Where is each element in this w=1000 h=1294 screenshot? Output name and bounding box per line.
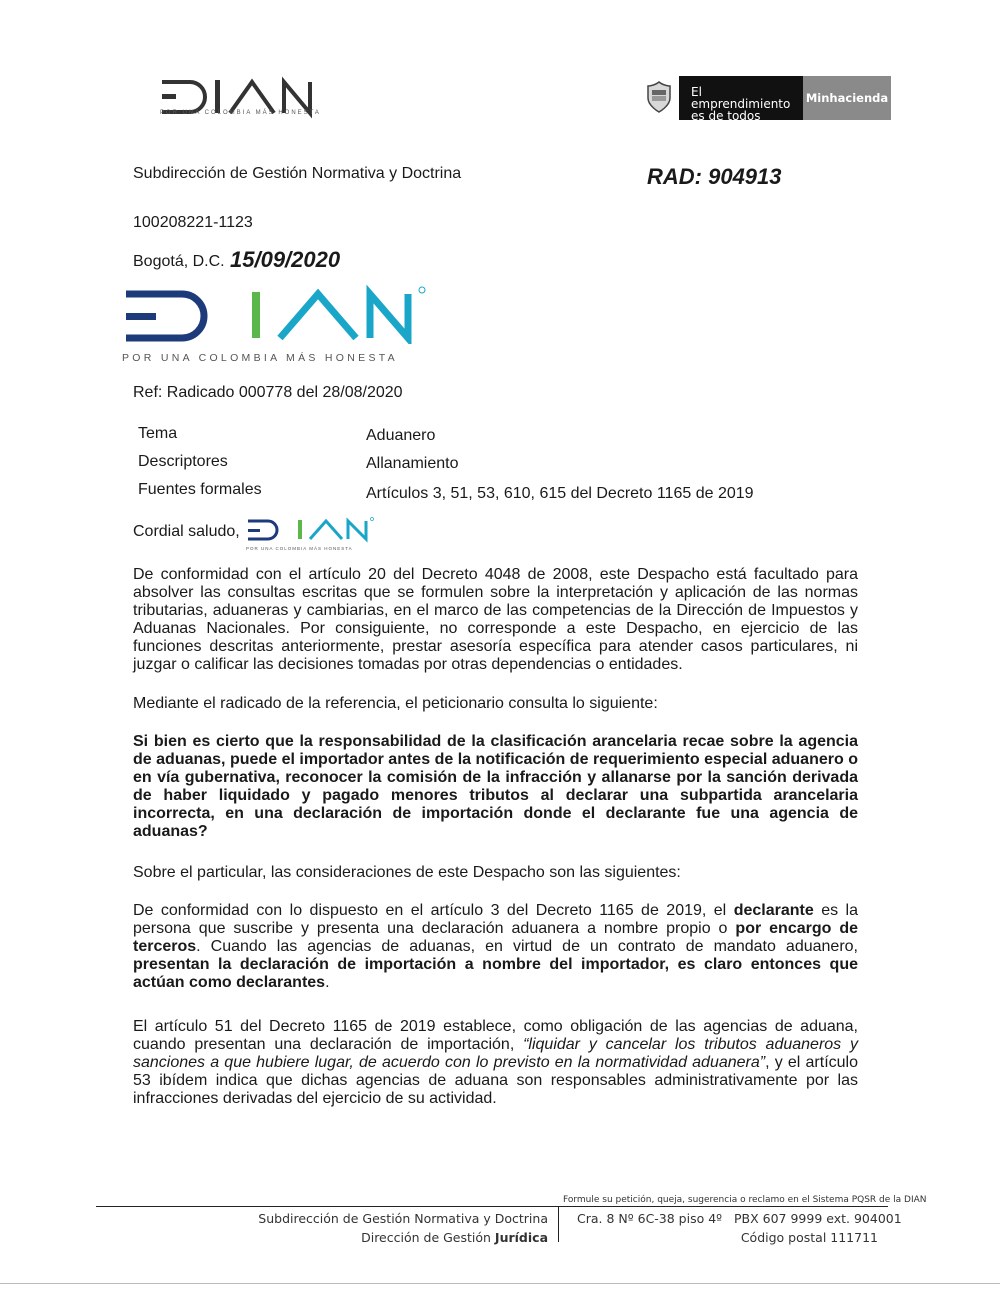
greeting-logo-tagline: POR UNA COLOMBIA MÁS HONESTA — [246, 546, 353, 551]
footer-direction-text: Dirección de Gestión — [361, 1230, 495, 1245]
paragraph-considerations-intro: Sobre el particular, las consideraciones de este Despacho son las siguientes: — [133, 864, 681, 881]
meta-value-descriptores: Allanamiento — [366, 455, 459, 472]
scan-bottom-line — [0, 1283, 1000, 1284]
meta-label-descriptores: Descriptores — [138, 453, 228, 470]
stamp-tagline: POR UNA COLOMBIA MÁS HONESTA — [122, 352, 398, 364]
header-dian-logo — [160, 74, 330, 126]
paragraph-consult-intro: Mediante el radicado de la referencia, el peticionario consulta lo siguiente: — [133, 695, 658, 712]
reference: Ref: Radicado 000778 del 28/08/2020 — [133, 384, 403, 401]
greeting: Cordial saludo, — [133, 523, 240, 540]
footer-office: Subdirección de Gestión Normativa y Doctrina — [258, 1211, 548, 1226]
p4-text-g: . — [325, 974, 330, 991]
greeting-dian-logo — [246, 516, 378, 544]
p5-text-a: El artículo 51 del Decreto 1165 de 2019 establece, como obligación de las agencias de aduana, cuando presentan una declaración de importación, — [133, 1018, 858, 1053]
footer-direction — [361, 1230, 548, 1245]
city: Bogotá, D.C. — [133, 253, 225, 270]
meta-value-fuentes: Artículos 3, 51, 53, 610, 615 del Decreto 1165 de 2019 — [366, 485, 754, 502]
rad-number: RAD: 904913 — [647, 164, 782, 189]
p4-text-c: es la persona que suscribe y presenta una declaración aduanera a nombre propio o — [133, 902, 859, 937]
letter-date: 15/09/2020 — [230, 247, 341, 272]
footer-postal: Código postal 111711 — [740, 1230, 878, 1245]
document-code: 100208221-1123 — [133, 214, 253, 231]
gov-banner-line1: El emprendimiento — [691, 85, 791, 111]
p4-bold-conclusion: presentan la declaración de importación a nombre del importador, es claro entonces que actúan como declarantes — [133, 956, 858, 991]
p4-bold-declarante: declarante — [733, 902, 814, 919]
footer-address: Cra. 8 Nº 6C-38 piso 4º PBX 607 9999 ext. 904001 — [577, 1211, 902, 1226]
meta-value-tema: Aduanero — [366, 427, 436, 444]
consult-question: Si bien es cierto que la responsabilidad de la clasificación arancelaria recae sobre la agencia de aduanas, puede el importador antes de la notificación de requerimiento especial aduanero o en vía gubernativa, reconocer la comisión de la infracción y allanarse por la sanción derivada de haber liquidado y pagado menores tributos al declarar una subpartida arancelaria incorrecta, en una declaración de importación donde el declarante fue una agencia de aduanas? — [133, 733, 858, 840]
meta-label-fuentes: Fuentes formales — [138, 481, 262, 498]
paragraph-article-51 — [133, 1018, 858, 1108]
gov-banner-slogan — [679, 76, 803, 123]
p4-text-a: De conformidad con lo dispuesto en el artículo 3 del Decreto 1165 de 2019, el — [133, 902, 734, 919]
colombia-coat-of-arms-icon — [644, 80, 674, 114]
footer-divider — [558, 1206, 559, 1242]
office-name: Subdirección de Gestión Normativa y Doctrina — [133, 165, 462, 182]
paragraph-competence: De conformidad con el artículo 20 del Decreto 4048 de 2008, este Despacho está facultado para absolver las consultas escritas que se formulen sobre la interpretación y aplicación de las normas tributarias, aduaneras y cambiarias, en el marco de las competencias de la Dirección de Impuestos y Aduanas Nacionales. Por consiguiente, no corresponde a este Despacho, en ejercicio de las funciones descritas anteriormente, prestar asesoría específica para atender casos particulares, ni juzgar o calificar las decisiones tomadas por otras dependencias o entidades. — [133, 566, 858, 673]
paragraph-declarante — [133, 902, 858, 992]
gov-banner-line2: es de todos — [691, 109, 761, 123]
p4-bold-terceros: por encargo de terceros — [133, 920, 859, 955]
p5-quote: “liquidar y cancelar los tributos aduaneros y sanciones a que hubiere lugar, de acuerdo con lo previsto en la normatividad aduanera” — [133, 1036, 858, 1071]
footer-direction-bold: Jurídica — [494, 1230, 548, 1245]
dian-stamp-logo — [122, 282, 432, 344]
gov-banner-ministry: Minhacienda — [803, 76, 891, 120]
gov-banner — [679, 76, 891, 123]
footer-rule — [96, 1206, 888, 1207]
p5-text-c: , y el artículo 53 ibídem indica que dichas agencias de aduana son responsables administrativamente por las infracciones derivadas del ejercicio de su actividad. — [133, 1054, 858, 1107]
meta-label-tema: Tema — [138, 425, 178, 442]
p4-text-e: . Cuando las agencias de aduanas, en virtud de un contrato de mandato aduanero, — [196, 938, 858, 955]
footer-pqsr: Formule su petición, queja, sugerencia o reclamo en el Sistema PQSR de la DIAN — [563, 1195, 927, 1205]
header-logo-tagline: POR UNA COLOMBIA MÁS HONESTA — [160, 110, 321, 116]
